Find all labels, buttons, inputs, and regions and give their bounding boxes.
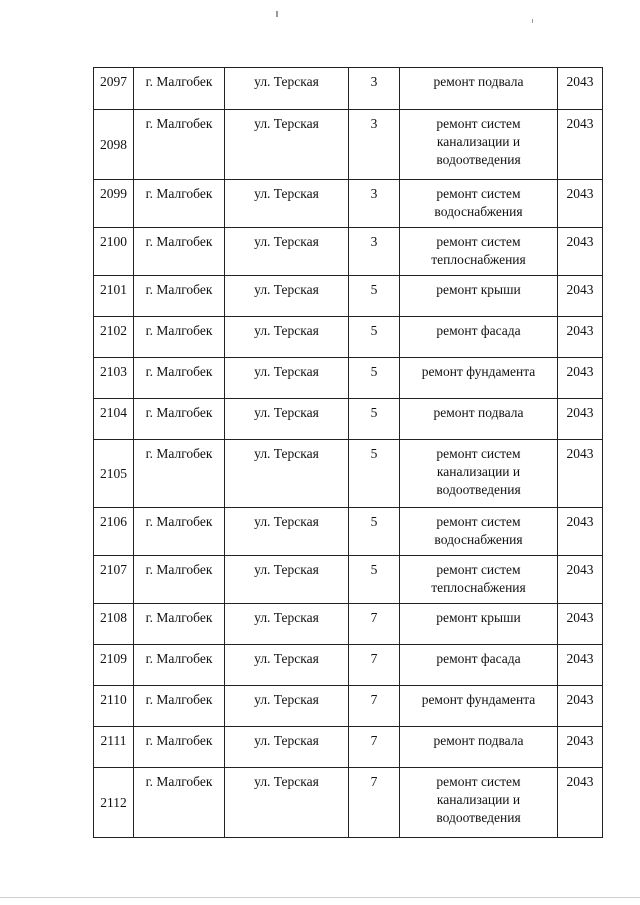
street-cell bbox=[225, 110, 349, 180]
work-type-cell-text: ремонт фасада bbox=[436, 323, 521, 338]
row-number bbox=[94, 645, 134, 686]
house-number-cell bbox=[349, 604, 400, 645]
year-cell-text: 2043 bbox=[566, 116, 594, 131]
work-type-cell-text: ремонт подвала bbox=[433, 733, 524, 748]
house-number-cell bbox=[349, 110, 400, 180]
repair-schedule-table bbox=[93, 67, 603, 838]
house-number-cell-text: 5 bbox=[370, 364, 378, 379]
year-cell bbox=[558, 399, 603, 440]
table-row bbox=[94, 399, 603, 440]
row-number-text: 2100 bbox=[100, 234, 127, 249]
year-cell bbox=[558, 180, 603, 228]
year-cell-text: 2043 bbox=[566, 405, 594, 420]
house-number-cell bbox=[349, 440, 400, 508]
work-type-cell bbox=[400, 180, 558, 228]
house-number-cell-text: 3 bbox=[370, 116, 378, 131]
house-number-cell-text: 7 bbox=[370, 610, 378, 625]
year-cell-text: 2043 bbox=[566, 364, 594, 379]
work-type-cell-text: ремонт крыши bbox=[436, 282, 521, 297]
street-cell-text: ул. Терская bbox=[254, 74, 319, 89]
street-cell-text: ул. Терская bbox=[254, 774, 319, 789]
city-cell-text: г. Малгобек bbox=[145, 282, 213, 297]
house-number-cell-text: 7 bbox=[370, 774, 378, 789]
work-type-cell-text: ремонт систем канализации и водоотведения bbox=[436, 446, 521, 497]
street-cell bbox=[225, 768, 349, 838]
city-cell-text: г. Малгобек bbox=[145, 446, 213, 461]
city-cell-text: г. Малгобек bbox=[145, 733, 213, 748]
work-type-cell bbox=[400, 228, 558, 276]
city-cell-text: г. Малгобек bbox=[145, 651, 213, 666]
work-type-cell-text: ремонт фундамента bbox=[421, 692, 536, 707]
page-edge-line bbox=[0, 897, 640, 898]
row-number bbox=[94, 604, 134, 645]
work-type-cell-text: ремонт фундамента bbox=[421, 364, 536, 379]
city-cell-text: г. Малгобек bbox=[145, 364, 213, 379]
city-cell bbox=[134, 358, 225, 399]
year-cell bbox=[558, 358, 603, 399]
year-cell-text: 2043 bbox=[566, 323, 594, 338]
year-cell-text: 2043 bbox=[566, 74, 594, 89]
work-type-cell-text: ремонт фасада bbox=[436, 651, 521, 666]
work-type-cell-text: ремонт систем водоснабжения bbox=[434, 514, 523, 547]
street-cell-text: ул. Терская bbox=[254, 186, 319, 201]
work-type-cell-text: ремонт систем водоснабжения bbox=[434, 186, 523, 219]
row-number bbox=[94, 317, 134, 358]
street-cell-text: ул. Терская bbox=[254, 282, 319, 297]
street-cell bbox=[225, 399, 349, 440]
house-number-cell bbox=[349, 399, 400, 440]
work-type-cell-text: ремонт подвала bbox=[433, 405, 524, 420]
year-cell-text: 2043 bbox=[566, 733, 594, 748]
work-type-cell bbox=[400, 556, 558, 604]
row-number-text: 2104 bbox=[100, 405, 127, 420]
street-cell-text: ул. Терская bbox=[254, 562, 319, 577]
work-type-cell bbox=[400, 604, 558, 645]
row-number-text: 2106 bbox=[100, 514, 127, 529]
year-cell-text: 2043 bbox=[566, 282, 594, 297]
work-type-cell bbox=[400, 440, 558, 508]
year-cell bbox=[558, 110, 603, 180]
work-type-cell-text: ремонт систем канализации и водоотведения bbox=[436, 116, 521, 167]
row-number bbox=[94, 276, 134, 317]
year-cell-text: 2043 bbox=[566, 514, 594, 529]
work-type-cell-text: ремонт систем теплоснабжения bbox=[431, 562, 526, 595]
table-row bbox=[94, 440, 603, 508]
row-number-text: 2105 bbox=[100, 466, 127, 481]
row-number-text: 2109 bbox=[100, 651, 127, 666]
year-cell-text: 2043 bbox=[566, 692, 594, 707]
house-number-cell bbox=[349, 68, 400, 110]
work-type-cell-text: ремонт подвала bbox=[433, 74, 524, 89]
street-cell-text: ул. Терская bbox=[254, 610, 319, 625]
row-number bbox=[94, 68, 134, 110]
table-row bbox=[94, 110, 603, 180]
city-cell bbox=[134, 556, 225, 604]
work-type-cell-text: ремонт систем канализации и водоотведения bbox=[436, 774, 521, 825]
row-number-text: 2098 bbox=[100, 137, 127, 152]
year-cell bbox=[558, 645, 603, 686]
street-cell bbox=[225, 727, 349, 768]
house-number-cell bbox=[349, 727, 400, 768]
row-number-text: 2099 bbox=[100, 186, 127, 201]
street-cell bbox=[225, 228, 349, 276]
table-row bbox=[94, 276, 603, 317]
row-number bbox=[94, 727, 134, 768]
street-cell bbox=[225, 180, 349, 228]
year-cell bbox=[558, 228, 603, 276]
year-cell-text: 2043 bbox=[566, 562, 594, 577]
house-number-cell bbox=[349, 686, 400, 727]
house-number-cell-text: 5 bbox=[370, 446, 378, 461]
year-cell bbox=[558, 508, 603, 556]
city-cell-text: г. Малгобек bbox=[145, 562, 213, 577]
year-cell-text: 2043 bbox=[566, 774, 594, 789]
house-number-cell-text: 5 bbox=[370, 282, 378, 297]
work-type-cell bbox=[400, 686, 558, 727]
street-cell bbox=[225, 440, 349, 508]
table-row bbox=[94, 317, 603, 358]
year-cell bbox=[558, 317, 603, 358]
city-cell-text: г. Малгобек bbox=[145, 186, 213, 201]
city-cell bbox=[134, 508, 225, 556]
city-cell bbox=[134, 686, 225, 727]
table-row bbox=[94, 727, 603, 768]
house-number-cell bbox=[349, 768, 400, 838]
street-cell bbox=[225, 686, 349, 727]
work-type-cell bbox=[400, 768, 558, 838]
row-number-text: 2101 bbox=[100, 282, 127, 297]
table-row bbox=[94, 180, 603, 228]
city-cell-text: г. Малгобек bbox=[145, 405, 213, 420]
work-type-cell bbox=[400, 727, 558, 768]
work-type-cell bbox=[400, 508, 558, 556]
row-number-text: 2108 bbox=[100, 610, 127, 625]
table-row bbox=[94, 645, 603, 686]
city-cell-text: г. Малгобек bbox=[145, 234, 213, 249]
house-number-cell bbox=[349, 228, 400, 276]
city-cell-text: г. Малгобек bbox=[145, 116, 213, 131]
table-row bbox=[94, 68, 603, 110]
year-cell bbox=[558, 440, 603, 508]
row-number bbox=[94, 440, 134, 508]
city-cell bbox=[134, 727, 225, 768]
year-cell bbox=[558, 768, 603, 838]
house-number-cell bbox=[349, 358, 400, 399]
street-cell-text: ул. Терская bbox=[254, 514, 319, 529]
city-cell-text: г. Малгобек bbox=[145, 692, 213, 707]
house-number-cell bbox=[349, 508, 400, 556]
year-cell-text: 2043 bbox=[566, 234, 594, 249]
city-cell-text: г. Малгобек bbox=[145, 74, 213, 89]
work-type-cell bbox=[400, 276, 558, 317]
scan-artifact bbox=[532, 19, 533, 23]
city-cell-text: г. Малгобек bbox=[145, 323, 213, 338]
table-row bbox=[94, 686, 603, 727]
house-number-cell bbox=[349, 317, 400, 358]
work-type-cell bbox=[400, 110, 558, 180]
row-number-text: 2102 bbox=[100, 323, 127, 338]
house-number-cell-text: 3 bbox=[370, 186, 378, 201]
table-row bbox=[94, 556, 603, 604]
house-number-cell-text: 3 bbox=[370, 74, 378, 89]
work-type-cell bbox=[400, 358, 558, 399]
house-number-cell bbox=[349, 180, 400, 228]
house-number-cell bbox=[349, 645, 400, 686]
city-cell bbox=[134, 399, 225, 440]
city-cell-text: г. Малгобек bbox=[145, 610, 213, 625]
work-type-cell bbox=[400, 645, 558, 686]
work-type-cell bbox=[400, 399, 558, 440]
street-cell-text: ул. Терская bbox=[254, 116, 319, 131]
year-cell bbox=[558, 68, 603, 110]
city-cell bbox=[134, 276, 225, 317]
work-type-cell bbox=[400, 317, 558, 358]
street-cell-text: ул. Терская bbox=[254, 733, 319, 748]
city-cell bbox=[134, 228, 225, 276]
row-number-text: 2107 bbox=[100, 562, 127, 577]
row-number bbox=[94, 180, 134, 228]
year-cell bbox=[558, 604, 603, 645]
city-cell bbox=[134, 110, 225, 180]
house-number-cell bbox=[349, 556, 400, 604]
house-number-cell-text: 7 bbox=[370, 692, 378, 707]
city-cell bbox=[134, 68, 225, 110]
row-number-text: 2112 bbox=[100, 795, 127, 810]
row-number bbox=[94, 508, 134, 556]
year-cell bbox=[558, 686, 603, 727]
table-row bbox=[94, 508, 603, 556]
table-row bbox=[94, 228, 603, 276]
street-cell bbox=[225, 358, 349, 399]
city-cell-text: г. Малгобек bbox=[145, 514, 213, 529]
row-number bbox=[94, 768, 134, 838]
scan-artifact bbox=[276, 11, 278, 17]
house-number-cell-text: 5 bbox=[370, 405, 378, 420]
work-type-cell-text: ремонт систем теплоснабжения bbox=[431, 234, 526, 267]
year-cell-text: 2043 bbox=[566, 610, 594, 625]
street-cell-text: ул. Терская bbox=[254, 364, 319, 379]
city-cell bbox=[134, 180, 225, 228]
street-cell bbox=[225, 276, 349, 317]
house-number-cell-text: 5 bbox=[370, 514, 378, 529]
street-cell-text: ул. Терская bbox=[254, 323, 319, 338]
table-body bbox=[94, 68, 603, 838]
year-cell bbox=[558, 556, 603, 604]
city-cell bbox=[134, 317, 225, 358]
street-cell bbox=[225, 645, 349, 686]
year-cell-text: 2043 bbox=[566, 651, 594, 666]
house-number-cell-text: 3 bbox=[370, 234, 378, 249]
row-number-text: 2097 bbox=[100, 74, 127, 89]
row-number-text: 2111 bbox=[100, 733, 127, 748]
table-row bbox=[94, 604, 603, 645]
city-cell-text: г. Малгобек bbox=[145, 774, 213, 789]
row-number bbox=[94, 556, 134, 604]
row-number-text: 2103 bbox=[100, 364, 127, 379]
street-cell-text: ул. Терская bbox=[254, 692, 319, 707]
street-cell bbox=[225, 508, 349, 556]
row-number bbox=[94, 358, 134, 399]
year-cell-text: 2043 bbox=[566, 186, 594, 201]
street-cell bbox=[225, 68, 349, 110]
city-cell bbox=[134, 440, 225, 508]
street-cell-text: ул. Терская bbox=[254, 234, 319, 249]
city-cell bbox=[134, 604, 225, 645]
row-number bbox=[94, 686, 134, 727]
street-cell bbox=[225, 317, 349, 358]
year-cell bbox=[558, 276, 603, 317]
year-cell bbox=[558, 727, 603, 768]
house-number-cell-text: 7 bbox=[370, 733, 378, 748]
work-type-cell-text: ремонт крыши bbox=[436, 610, 521, 625]
street-cell bbox=[225, 604, 349, 645]
house-number-cell bbox=[349, 276, 400, 317]
house-number-cell-text: 7 bbox=[370, 651, 378, 666]
row-number bbox=[94, 399, 134, 440]
street-cell bbox=[225, 556, 349, 604]
work-type-cell bbox=[400, 68, 558, 110]
row-number bbox=[94, 110, 134, 180]
street-cell-text: ул. Терская bbox=[254, 405, 319, 420]
city-cell bbox=[134, 768, 225, 838]
table-row bbox=[94, 358, 603, 399]
street-cell-text: ул. Терская bbox=[254, 651, 319, 666]
street-cell-text: ул. Терская bbox=[254, 446, 319, 461]
year-cell-text: 2043 bbox=[566, 446, 594, 461]
table-row bbox=[94, 768, 603, 838]
row-number bbox=[94, 228, 134, 276]
city-cell bbox=[134, 645, 225, 686]
row-number-text: 2110 bbox=[100, 692, 127, 707]
house-number-cell-text: 5 bbox=[370, 323, 378, 338]
house-number-cell-text: 5 bbox=[370, 562, 378, 577]
